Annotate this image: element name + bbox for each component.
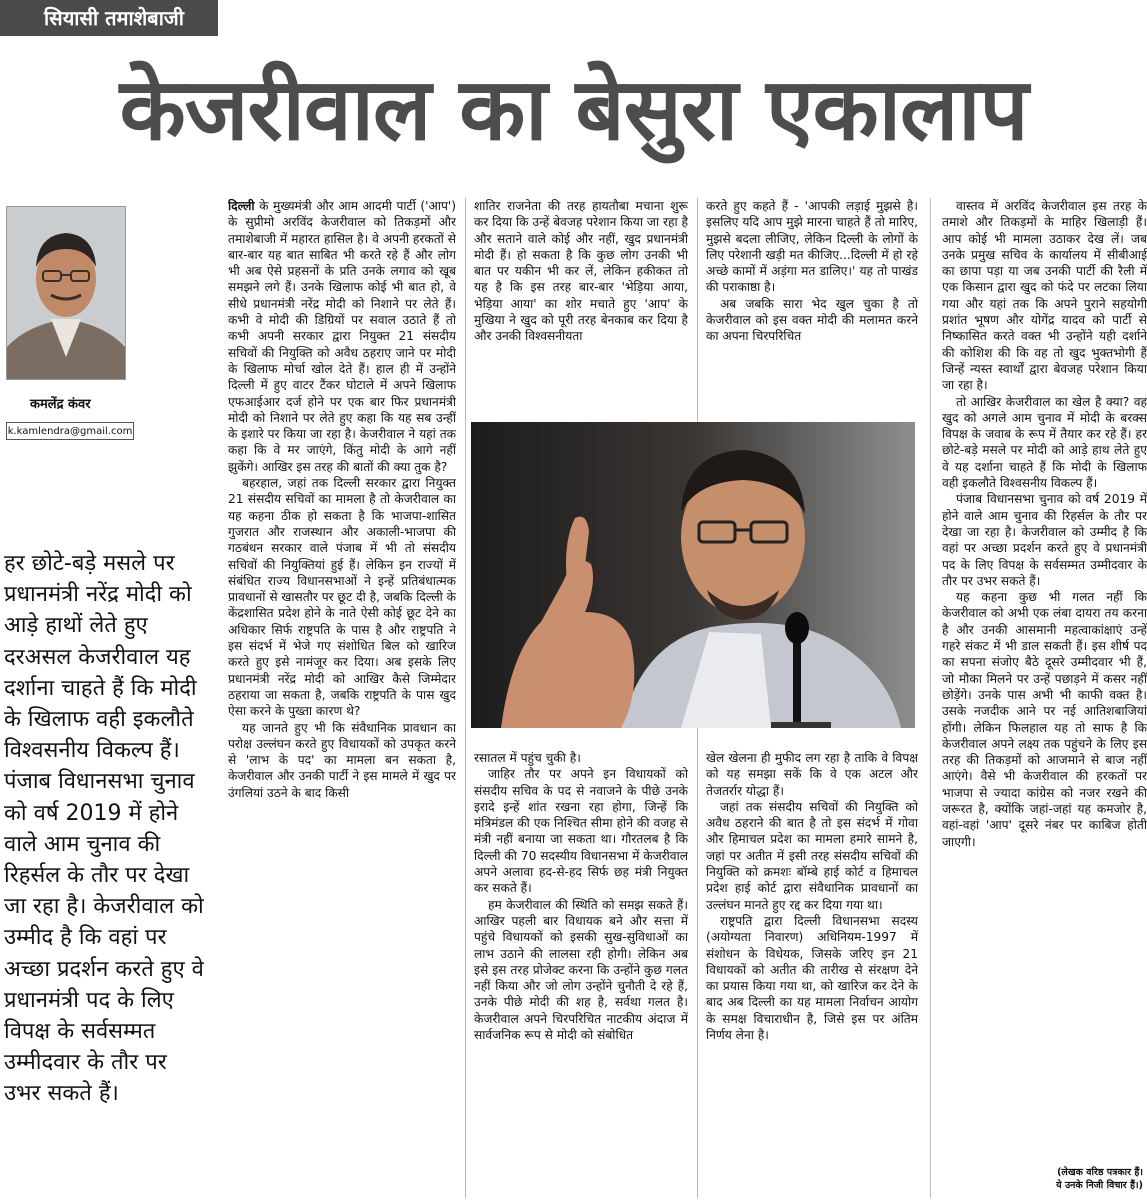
article-column-2-lower	[474, 750, 688, 1198]
column-rule	[930, 198, 931, 1198]
article-paragraph: जाहिर तौर पर अपने इन विधायकों को संसदीय सचिव के पद से नवाजने के पीछे उनके इरादे इन्हें शांत रखना रहा होगा, जिन्हें कि मंत्रिमंडल की एक निश्चित सीमा होने की वजह से मंत्री नहीं बनाया जा सकता था। गौरतलब है कि दिल्ली की 70 सदस्यीय विधानसभा में केजरीवाल अपने अलावा हद-से-हद सिर्फ छह मंत्री नियुक्त कर सकते हैं।	[474, 767, 688, 896]
footnote-line: (लेखक वरिष्ठ पत्रकार हैं।	[1057, 1167, 1143, 1178]
section-kicker: सियासी तमाशेबाजी	[0, 0, 218, 36]
headline: केजरीवाल का बेसुरा एकालाप	[119, 60, 1028, 160]
article-paragraph: खेल खेलना ही मुफीद लग रहा है ताकि वे विपक्ष को यह समझा सकें कि वे एक अटल और तेजतर्रार योद्धा हैं।	[706, 751, 918, 798]
article-paragraph: यह कहना कुछ भी गलत नहीं कि केजरीवाल को अभी एक लंबा दायरा तय करना है और उनकी आसमानी महत्वाकांक्षाएं उन्हें गहरे संकट में भी डाल सकती हैं। इस शीर्ष पद का सपना संजोए बैठे दूसरे उम्मीदवार भी हैं, जो मौका मिलने पर उन्हें पछाड़ने में कसर नहीं छोड़ेंगे। उनके पास अभी भी काफी वक्त है। उसके नजदीक आने पर नई आतिशबाजियां होंगी। लेकिन फिलहाल यह तो साफ है कि केजरीवाल अपने लक्ष्य तक पहुंचने के लिए इस तरह की तिकड़मों को आजमाने से बाज नहीं आएंगे। वैसे भी केजरीवाल की हरकतों पर भाजपा से ज्यादा कांग्रेस को नजर रखने की जरूरत है, क्योंकि जहां-जहां यह कमजोर है, वहां-वहां 'आप' दूसरे नंबर पर काबिज होती जाएगी।	[942, 590, 1147, 849]
article-paragraph: वास्तव में अरविंद केजरीवाल इस तरह के तमाशे और तिकड़मों के माहिर खिलाड़ी हैं। आप कोई भी मामला उठाकर देख लें। जब उनके प्रमुख सचिव के कार्यालय में सीबीआई का छापा पड़ा या जब उनकी पार्टी की रैली में एक किसान द्वारा खुद को फंदे पर लटका लिया गया और यहां तक कि अपने पुराने सहयोगी प्रशांत भूषण और योगेंद्र यादव को पार्टी से निष्कासित करते वक्त भी उन्होंने यही दर्शाने की कोशिश की कि वह तो खुद भुक्तभोगी हैं जिन्हें न्यस्त स्वार्थों द्वारा बेवजह परेशान किया जा रहा है।	[942, 199, 1147, 393]
lead-word: दिल्ली	[228, 199, 255, 213]
article-paragraph: राष्ट्रपति द्वारा दिल्ली विधानसभा सदस्य (अयोग्यता निवारण) अधिनियम-1997 में संशोधन के विधेयक, जिसके जरिए इन 21 विधायकों को अतीत की तारीख से संरक्षण देने का प्रयास किया गया था, को खारिज कर देने के बाद अब दिल्ली का यह मामला निर्वाचन आयोग के समक्ष विचाराधीन है, जिसे इस पर अंतिम निर्णय लेना है।	[706, 913, 918, 1043]
author-photo	[6, 206, 126, 380]
footnote-line: ये उनके निजी विचार हैं।)	[1056, 1180, 1143, 1191]
article-column-2	[474, 198, 688, 428]
article-paragraph: बहरहाल, जहां तक दिल्ली सरकार द्वारा नियुक्त 21 संसदीय सचिवों का मामला है तो केजरीवाल का यह कहना ठीक हो सकता है कि भाजपा-शासित गुजरात और राजस्थान और अकाली-भाजपा की गठबंधन सरकार वाले पंजाब में भी तो संसदीय सचिवों की नियुक्तियां हुई हैं। लेकिन इन राज्यों में संबंधित राज्य विधानसभाओं ने इन्हें प्रतिबंधात्मक प्रावधानों से खासतौर पर छूट दी है, जबकि दिल्ली के केंद्रशासित प्रदेश होने के नाते ऐसी कोई छूट देने का अधिकार सिर्फ राष्ट्रपति के पास है और राष्ट्रपति ने इस संदर्भ में भेजे गए संशोधित बिल को खारिज करते हुए इसे नामंजूर कर दिया। अब इसके लिए प्रधानमंत्री नरेंद्र मोदी को आखिर कैसे जिम्मेदार ठहराया जा सकता है, जबकि राष्ट्रपति के पास खुद ऐसा करने के पुख्ता कारण थे?	[228, 476, 456, 719]
article-column-4	[942, 198, 1147, 1163]
article-paragraph: तो आखिर केजरीवाल का खेल है क्या? वह खुद को अगले आम चुनाव में मोदी के बरक्स विपक्ष के जवाब के रूप में तैयार कर रहे हैं। हर छोटे-बड़े मसले पर मोदी को आड़े हाथ लेते हुए वे यह दर्शाना चाहते हैं कि मोदी के खिलाफ वही इकलौते विश्वसनीय विकल्प हैं।	[942, 394, 1147, 491]
article-paragraph	[228, 198, 456, 475]
article-paragraph: शातिर राजनेता की तरह हायतौबा मचाना शुरू कर दिया कि उन्हें बेवजह परेशान किया जा रहा है और सताने वाले कोई और नहीं, खुद प्रधानमंत्री मोदी हैं। हो सकता है कि कुछ लोग उनकी भी बात पर यकीन भी कर लें, लेकिन हकीकत तो यह है कि इस तरह बार-बार 'भेड़िया आया, भेड़िया आया' का शोर मचाते हुए 'आप' के मुखिया ने खुद को पूरी तरह बेनकाब कर दिया है और उनकी विश्वसनीयता	[474, 199, 688, 344]
author-email: k.kamlendra@gmail.com	[6, 422, 134, 440]
pull-quote-text: हर छोटे-बड़े मसले पर प्रधानमंत्री नरेंद्र मोदी को आड़े हाथों लेते हुए दरअसल केजरीवाल यह दर्शाना चाहते हैं कि मोदी के खिलाफ वही इकलौते विश्वसनीय विकल्प हैं। पंजाब विधानसभा चुनाव को वर्ष 2019 में होने वाले आम चुनाव की रिहर्सल के तौर पर देखा जा रहा है। केजरीवाल को उम्मीद है कि वहां पर अच्छा प्रदर्शन करते हुए वे प्रधानमंत्री पद के लिए विपक्ष के सर्वसम्मत उम्मीदवार के तौर पर उभर सकते हैं।	[4, 551, 204, 1107]
article-column-3-lower	[706, 750, 918, 1198]
article-paragraph: अब जबकि सारा भेद खुल चुका है तो केजरीवाल को इस वक्त मोदी की मलामत करने का अपना चिरपरिचित	[706, 296, 918, 344]
pull-quote	[4, 548, 204, 1198]
author-name: कमलेंद्र कंवर	[30, 397, 91, 412]
kejriwal-photo	[471, 422, 915, 728]
article-paragraph: करते हुए कहते हैं - 'आपकी लड़ाई मुझसे है। इसलिए यदि आप मुझे मारना चाहते हैं तो मारिए, मुझसे बदला लीजिए, लेकिन दिल्ली के लोगों के लिए परेशानी खड़ी मत कीजिए...दिल्ली में हो रहे अच्छे कामों में अड़ंगा मत डालिए।' यह तो पाखंड की पराकाष्ठा है।	[706, 199, 918, 295]
column-rule	[465, 198, 466, 1198]
author-footnote	[1000, 1166, 1143, 1192]
paragraph-text: के मुख्यमंत्री और आम आदमी पार्टी ('आप') के सुप्रीमो अरविंद केजरीवाल को तिकड़मों और तमाशेबाजी में महारत हासिल है। वे अपनी हरकतों से बार-बार यह बात साबित भी करते रहे हैं और लोग भी अब ऐसे प्रहसनों के प्रति उनके लगाव को खूब समझने लगे हैं। उनके खिलाफ कोई भी बात हो, वे सीधे प्रधानमंत्री नरेंद्र मोदी को निशाने पर लेते हैं। कभी वे मोदी की डिग्रियों पर सवाल उठाते हैं तो कभी अपनी सरकार द्वारा नियुक्त 21 संसदीय सचिवों की नियुक्ति को अवैध ठहराए जाने पर मोदी के खिलाफ मोर्चा खोल देते हैं। हाल ही में उन्होंने दिल्ली में हुए वाटर टैंकर घोटाले में अपने खिलाफ एफआईआर दर्ज होने पर एक बार फिर प्रधानमंत्री मोदी को निशाने पर लेते हुए कहा कि यह सब उन्हीं के इशारे पर किया जा रहा है। केजरीवाल ने यहां तक कहा कि वे मर जाएंगे, किंतु मोदी के आगे नहीं झुकेंगे। आखिर इस तरह की बातों की क्या तुक है?	[228, 199, 456, 474]
article-paragraph: हम केजरीवाल की स्थिति को समझ सकते हैं। आखिर पहली बार विधायक बने और सत्ता में पहुंचे विधायकों को इसकी सुख-सुविधाओं का लाभ उठाने की लालसा रही होगी। लेकिन अब इसे इस तरह प्रोजेक्ट करना कि उन्होंने कुछ गलत नहीं किया और जो लोग उन्होंने चुनौती दे रहे हैं, उनके पीछे मोदी की शह है, सर्वथा गलत है। केजरीवाल अपने चिरपरिचित नाटकीय अंदाज में सार्वजनिक रूप से मोदी को संबोधित	[474, 897, 688, 1043]
article-column-3	[706, 198, 918, 428]
article-paragraph: यह जानते हुए भी कि संवैधानिक प्रावधान का परोक्ष उल्लंघन करते हुए विधायकों को उपकृत करने से 'लाभ के पद' का मामला बन सकता है, केजरीवाल और उनकी पार्टी ने इस मामले में खुद पर उंगलियां उठने के बाद किसी	[228, 720, 456, 800]
article-paragraph: रसातल में पहुंच चुकी है।	[474, 751, 581, 765]
article-column-1	[228, 198, 456, 1198]
article-paragraph: पंजाब विधानसभा चुनाव को वर्ष 2019 में होने वाले आम चुनाव की रिहर्सल के तौर पर देखा जा रहा है। केजरीवाल को उम्मीद है कि वहां पर अच्छा प्रदर्शन करते हुए वे प्रधानमंत्री पद के लिए विपक्ष के सर्वसम्मत उम्मीदवार के तौर पर उभर सकते हैं।	[942, 492, 1147, 588]
article-paragraph: जहां तक संसदीय सचिवों की नियुक्ति को अवैध ठहराने की बात है तो इस संदर्भ में गोवा और हिमाचल प्रदेश का मामला हमारे सामने है, जहां पर अतीत में इसी तरह संसदीय सचिवों की नियुक्ति को क्रमशः बॉम्बे हाई कोर्ट व हिमाचल प्रदेश हाई कोर्ट द्वारा संवैधानिक प्रावधानों का उल्लंघन मानते हुए रद्द कर दिया गया था।	[706, 799, 918, 912]
